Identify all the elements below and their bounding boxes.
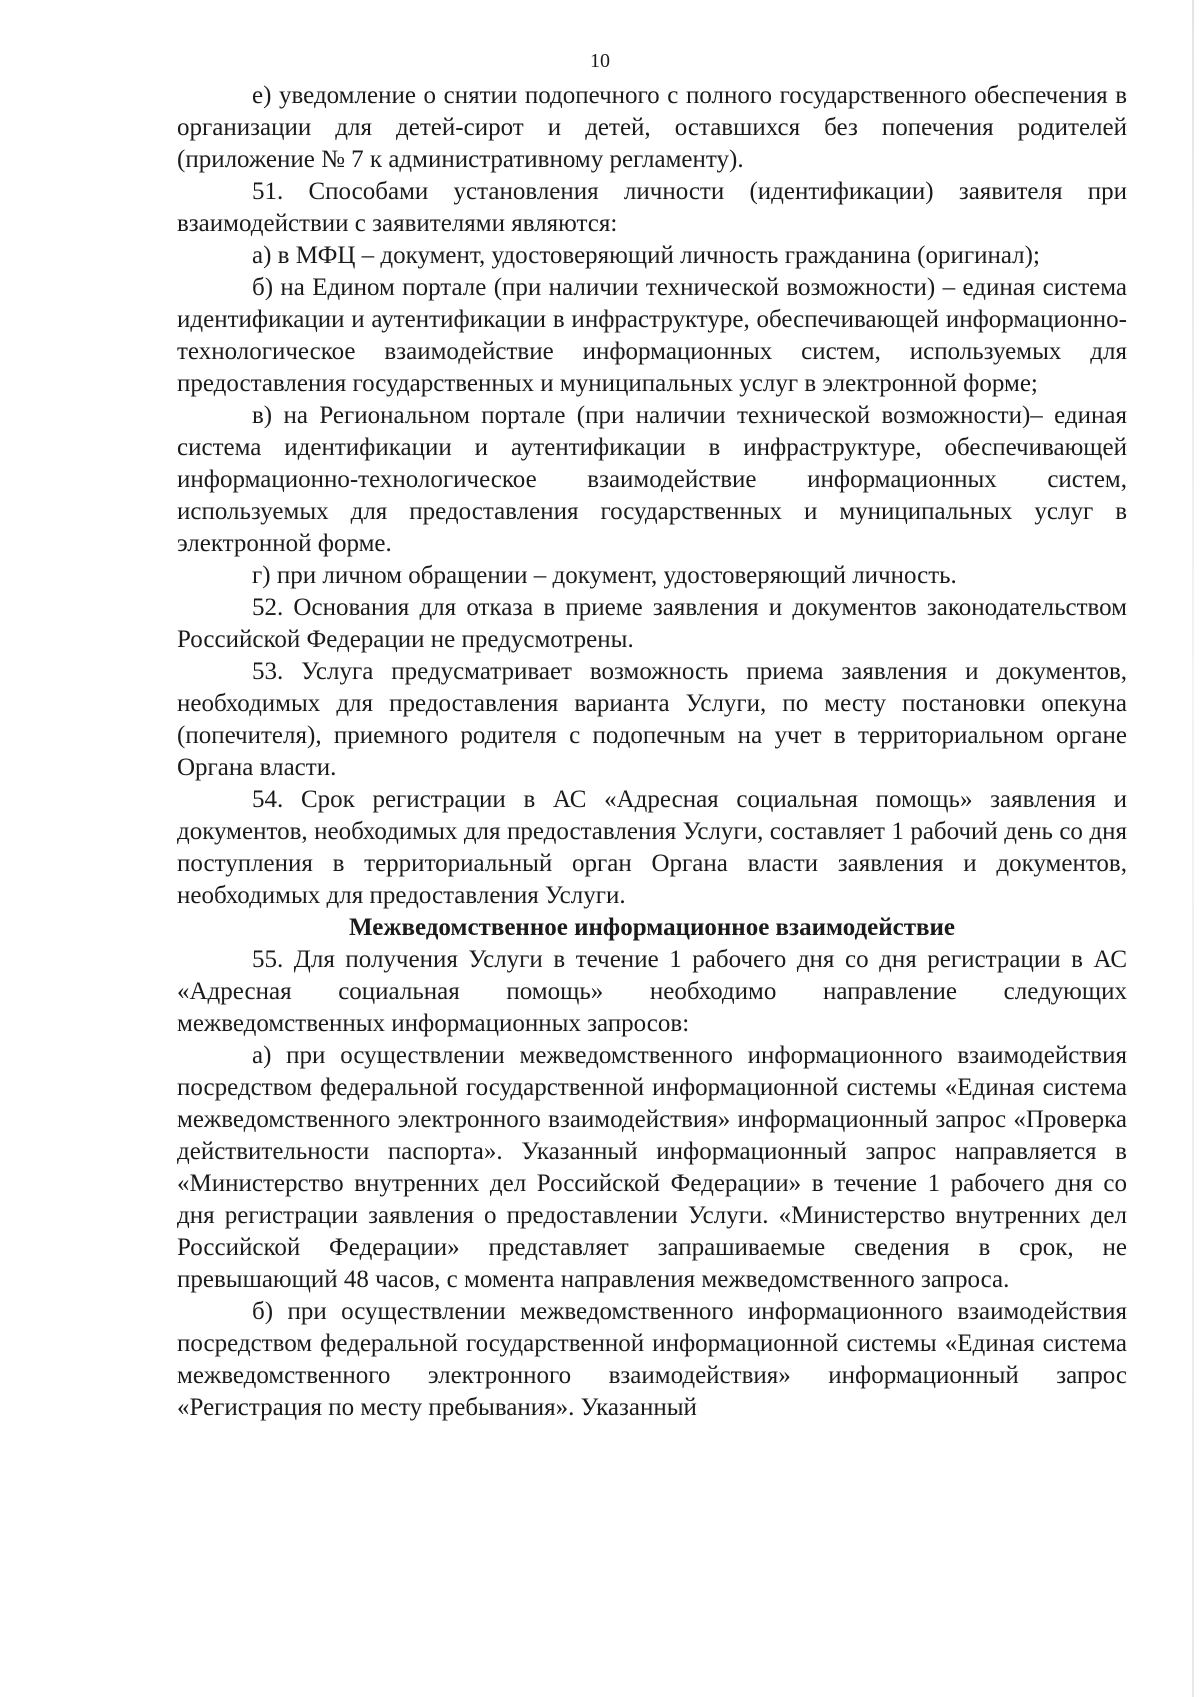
section-heading: Межведомственное информационное взаимодействие (349, 914, 955, 941)
paragraph-54: 54. Срок регистрации в АС «Адресная социальная помощь» заявления и документов, необходимых для предоставления Услуги, составляет 1 рабочий день со дня поступления в территориальный орган Органа власти заявления и документов, необходимых для предоставления Услуги. (177, 786, 1127, 909)
scan-edge-line (1192, 0, 1194, 1697)
paragraph-51-b: б) на Едином портале (при наличии технической возможности) – единая система идентификации и аутентификации в инфраструктуре, обеспечивающей информационно-технологическое взаимодействие информационных систем, используемых для предоставления государственных и муниципальных услуг в электронной форме; (177, 274, 1127, 397)
paragraph-55-a: а) при осуществлении межведомственного информационного взаимодействия посредством федеральной государственной информационной системы «Единая система межведомственного электронного взаимодействия» информационный запрос «Проверка действительности паспорта». Указанный информационный запрос направляется в «Министерство внутренних дел Российской Федерации» в течение 1 рабочего дня со дня регистрации заявления о предоставлении Услуги. «Министерство внутренних дел Российской Федерации» представляет запрашиваемые сведения в срок, не превышающий 48 часов, с момента направления межведомственного запроса. (177, 1042, 1127, 1293)
paragraph-55-b: б) при осуществлении межведомственного информационного взаимодействия посредством федеральной государственной информационной системы «Единая система межведомственного электронного взаимодействия» информационный запрос «Регистрация по месту пребывания». Указанный (177, 1298, 1127, 1421)
paragraph-51-a: а) в МФЦ – документ, удостоверяющий личность гражданина (оригинал); (252, 242, 1040, 269)
paragraph-52: 52. Основания для отказа в приеме заявления и документов законодательством Российской Федерации не предусмотрены. (177, 594, 1127, 653)
page-number: 10 (590, 50, 610, 72)
paragraph-51-g: г) при личном обращении – документ, удостоверяющий личность. (252, 562, 957, 589)
paragraph-51-v: в) на Региональном портале (при наличии технической возможности)– единая система идентификации и аутентификации в инфраструктуре, обеспечивающей информационно-технологическое взаимодействие информационных систем, используемых для предоставления государственных и муниципальных услуг в электронной форме. (177, 402, 1127, 557)
document-body (177, 80, 1127, 1424)
paragraph-53: 53. Услуга предусматривает возможность приема заявления и документов, необходимых для предоставления варианта Услуги, по месту постановки опекуна (попечителя), приемного родителя с подопечным на учет в территориальном органе Органа власти. (177, 658, 1127, 781)
paragraph-55: 55. Для получения Услуги в течение 1 рабочего дня со дня регистрации в АС «Адресная социальная помощь» необходимо направление следующих межведомственных информационных запросов: (177, 946, 1127, 1037)
paragraph-51: 51. Способами установления личности (идентификации) заявителя при взаимодействии с заявителями являются: (177, 178, 1127, 237)
paragraph-e-notification: е) уведомление о снятии подопечного с полного государственного обеспечения в организации для детей-сирот и детей, оставшихся без попечения родителей (приложение № 7 к административному регламенту). (177, 82, 1127, 173)
